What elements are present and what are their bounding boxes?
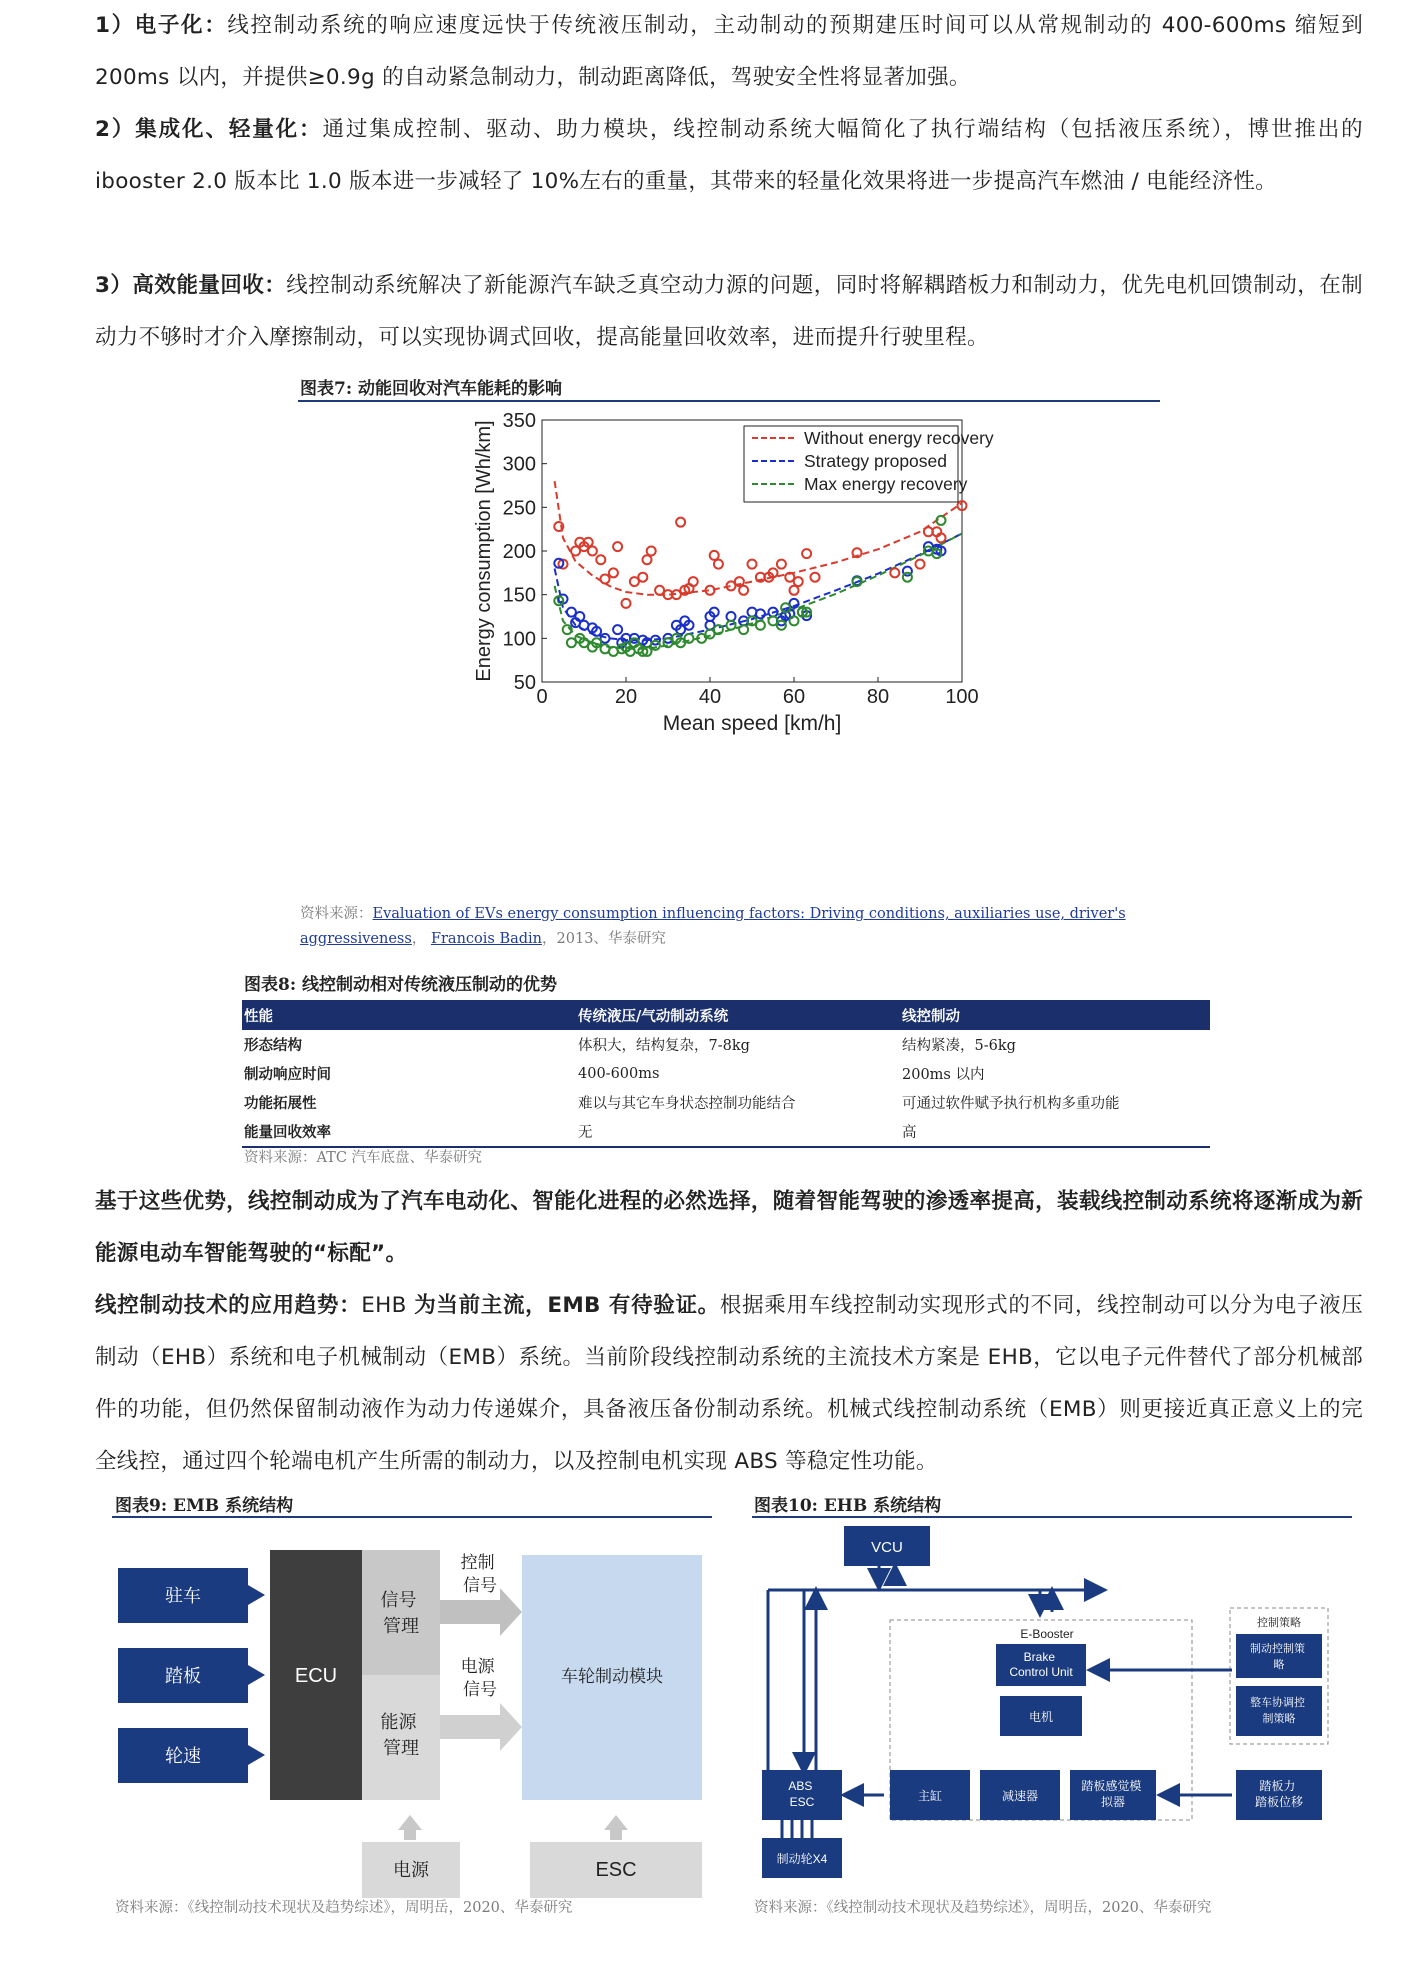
pedal-force-label: 踏板力 踏板位移 [1254,1779,1304,1809]
legend-label: Without energy recovery [804,428,994,448]
power-label: 电源 [393,1860,429,1880]
figure-8-source: 资料来源：ATC 汽车底盘、华泰研究 [244,1150,483,1166]
paragraph-emphasis: 为当前主流，EMB 有待验证。 [414,1293,720,1318]
esc-label: ESC [595,1859,637,1881]
figure-7-rule [298,400,1160,402]
y-tick-label: 100 [502,628,536,651]
table-cell: 能量回收效率 [242,1117,576,1147]
strategy-label: 控制策略 [1257,1617,1301,1629]
brake-strategy-box [1236,1634,1322,1678]
x-tick-label: 80 [866,686,890,708]
control-signal-arrow [440,1588,522,1636]
paragraph-trend [95,1280,1363,1488]
paragraph-text: 线控制动系统解决了新能源汽车缺乏真空动力源的问题，同时将解耦踏板力和制动力，优先电机回馈制动，在制动力不够时才介入摩擦制动，可以实现协调式回收，提高能量回收效率，进而提升行驶里程。 [95,273,1363,350]
x-tick-label: 60 [782,686,806,708]
table-header-row [242,1000,1210,1030]
paragraph-energy-recovery [95,260,1363,364]
y-tick-label: 150 [502,584,536,607]
table-row [242,1059,1210,1088]
input-wheel-speed [118,1728,265,1783]
paragraph-heading: 2）集成化、轻量化： [95,117,323,142]
paragraph-heading: 线控制动技术的应用趋势： [95,1293,362,1318]
table-cell: 难以与其它车身状态控制功能结合 [578,1096,796,1112]
coordination-strategy-label: 整车协调控 制策略 [1249,1697,1305,1725]
ehb-structure-diagram [752,1520,1372,1890]
table-cell: 400-600ms [578,1065,660,1082]
source-suffix: ，2013、华泰研究 [542,931,666,947]
paragraph-summary [95,1176,1363,1280]
control-signal-label: 控制 信号 [460,1553,497,1595]
emb-structure-diagram [110,1530,730,1930]
coordination-strategy-box [1236,1686,1322,1736]
input-pedal [118,1648,265,1703]
input-parking-label: 驻车 [165,1586,201,1606]
power-signal-label: 电源 信号 [460,1657,497,1699]
table-cell: 功能拓展性 [244,1095,317,1112]
table-cell: 高 [900,1117,1210,1147]
paragraph-text: 根据乘用车线控制动实现形式的不同，线控制动可以分为电子液压制动（EHB）系统和电子机械制动（EMB）系统。当前阶段线控制动系统的主流技术方案是 EHB，它以电子元件替代了部分机械部件的功能，但仍然保留制动液作为动力传递媒介，具备液压备份制动系统。机械式线控制动系统（EMB）则更接近真正意义上的完全线控，通过四个轮端电机产生所需的制动力，以及控制电机实现 ABS 等稳定性功能。 [95,1293,1363,1474]
y-tick-label: 250 [502,497,536,520]
table-cell: 体积大，结构复杂，7-8kg [578,1038,750,1054]
table-header: 传统液压/气动制动系统 [576,1000,900,1030]
x-tick-label: 40 [698,686,722,708]
master-cylinder-label: 主缸 [917,1789,943,1803]
pedal-simulator-label: 踏板感觉模 拟器 [1081,1779,1142,1809]
ebooster-label: E-Booster [1020,1627,1074,1641]
reducer-label: 减速器 [1001,1789,1039,1803]
source-prefix: 资料来源： [300,906,373,922]
x-tick-label: 100 [945,686,979,708]
esc-up-arrow [604,1815,628,1840]
figure-9-rule [112,1516,712,1518]
source-paper-link[interactable]: Evaluation of EVs energy consumption influencing factors: Driving conditions, auxiliaries use, driver's aggressiveness [300,906,1126,947]
table-cell: 200ms 以内 [902,1067,985,1083]
x-tick-label: 20 [614,686,638,708]
figure-8-title: 图表8: 线控制动相对传统液压制动的优势 [244,975,558,995]
input-wheel-speed-label: 轮速 [165,1746,201,1766]
paragraph-text: EHB [361,1293,415,1318]
wheel-x4-label: 制动轮X4 [776,1852,828,1866]
bcu-label: Brake Control Unit [1009,1650,1073,1679]
paragraph-integration [95,104,1363,208]
input-pedal-label: 踏板 [165,1666,201,1686]
signal-management-box [362,1550,440,1675]
paragraph-electronic [95,0,1363,104]
table-cell: 无 [576,1117,900,1147]
energy-consumption-chart [460,405,1180,905]
table-header: 性能 [242,1000,576,1030]
advantage-table [242,1000,1210,1148]
wheel-brake-module-label: 车轮制动模块 [561,1667,663,1686]
x-tick-label: 0 [536,686,548,708]
x-axis-label: Mean speed [km/h] [662,712,842,735]
motor-label: 电机 [1028,1710,1054,1724]
paragraph-text: 线控制动系统的响应速度远快于传统液压制动，主动制动的预期建压时间可以从常规制动的 400-600ms 缩短到 200ms 以内，并提供≥0.9g 的自动紧急制动力，制动距离降低，驾驶安全性将显著加强。 [95,13,1363,90]
abs-esc-label: ABS ESC [788,1779,815,1809]
figure-10-source: 资料来源：《线控制动技术现状及趋势综述》，周明岳，2020、华泰研究 [754,1900,1212,1916]
legend-label: Strategy proposed [804,451,948,471]
figure-7-source: 资料来源：Evaluation of EVs energy consumption influencing factors: Driving conditions, auxiliaries use, driver's aggressiveness， Francois Badin，2013、华泰研究 [300,906,1126,947]
figure-7-title: 图表7: 动能回收对汽车能耗的影响 [300,379,563,399]
y-tick-label: 200 [502,541,536,563]
power-signal-arrow [440,1703,522,1751]
paragraph-heading: 基于这些优势，线控制动成为了汽车电动化、智能化进程的必然选择，随着智能驾驶的渗透率提高，装载线控制动系统将逐渐成为新能源电动车智能驾驶的“标配”。 [95,1189,1363,1266]
table-row [242,1030,1210,1059]
table-header: 线控制动 [900,1000,1210,1030]
signal-management-label: 信号 管理 [380,1590,419,1636]
paragraph-heading: 3）高效能量回收： [95,273,287,298]
figure-10-rule [752,1516,1352,1518]
figure-10-title: 图表10: EHB 系统结构 [754,1496,942,1516]
table-cell: 形态结构 [244,1037,302,1054]
y-axis-label: Energy consumption [Wh/km] [473,420,495,682]
vcu-label: VCU [871,1539,903,1556]
figure-9-title: 图表9: EMB 系统结构 [115,1496,294,1516]
energy-management-label: 能源 管理 [380,1712,419,1758]
source-author-link[interactable]: Francois Badin [430,931,543,947]
input-parking [118,1568,265,1623]
brake-strategy-label: 制动控制策 略 [1249,1643,1305,1671]
table-row [242,1088,1210,1117]
table-row [242,1117,1210,1147]
table-cell: 结构紧凑，5-6kg [902,1038,1016,1054]
y-tick-label: 300 [502,453,536,476]
table-cell: 可通过软件赋予执行机构多重功能 [902,1096,1120,1112]
y-tick-label: 350 [502,410,536,432]
table-cell: 制动响应时间 [244,1066,331,1083]
figure-9-source: 资料来源：《线控制动技术现状及趋势综述》，周明岳，2020、华泰研究 [115,1900,573,1916]
y-tick-label: 50 [513,672,536,694]
paragraph-heading: 1）电子化： [95,13,228,38]
legend-label: Max energy recovery [804,474,968,494]
paragraph-text: 通过集成控制、驱动、助力模块，线控制动系统大幅简化了执行端结构（包括液压系统），博世推出的 ibooster 2.0 版本比 1.0 版本进一步减轻了 10%左右的重量，其带来的轻量化效果将进一步提高汽车燃油 / 电能经济性。 [95,117,1363,194]
ecu-label: ECU [294,1665,338,1687]
power-up-arrow [398,1815,422,1840]
